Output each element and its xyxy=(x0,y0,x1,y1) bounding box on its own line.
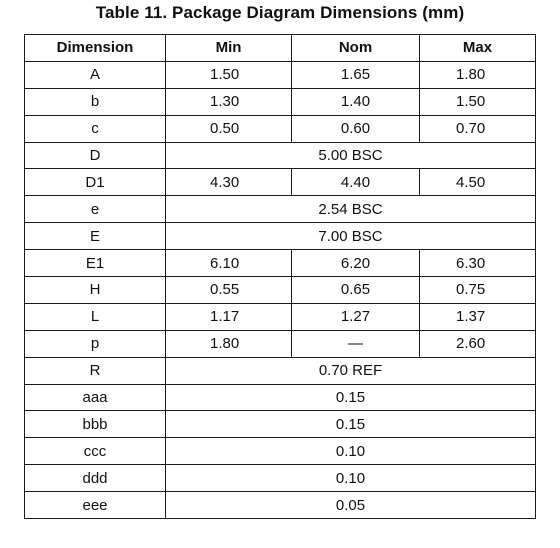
cell-dimension: p xyxy=(25,330,166,357)
cell-span-value: 5.00 BSC xyxy=(166,142,536,169)
cell-max: 4.50 xyxy=(420,169,536,196)
cell-dimension: aaa xyxy=(25,384,166,411)
cell-nom: 4.40 xyxy=(292,169,420,196)
header-dimension: Dimension xyxy=(25,35,166,62)
table-row xyxy=(25,330,536,357)
cell-max: 0.75 xyxy=(420,277,536,304)
cell-min: 1.80 xyxy=(166,330,292,357)
table-row xyxy=(25,223,536,250)
table-row xyxy=(25,465,536,492)
cell-dimension: bbb xyxy=(25,411,166,438)
table-row xyxy=(25,411,536,438)
cell-span-value: 0.05 xyxy=(166,492,536,519)
cell-dimension: eee xyxy=(25,492,166,519)
cell-nom: 1.40 xyxy=(292,88,420,115)
cell-max: 6.30 xyxy=(420,250,536,277)
header-max: Max xyxy=(420,35,536,62)
table-row xyxy=(25,492,536,519)
cell-min: 0.55 xyxy=(166,277,292,304)
cell-dimension: D1 xyxy=(25,169,166,196)
cell-dimension: H xyxy=(25,277,166,304)
dimensions-table xyxy=(24,34,536,519)
cell-min: 6.10 xyxy=(166,250,292,277)
header-min: Min xyxy=(166,35,292,62)
cell-dimension: R xyxy=(25,357,166,384)
table-row xyxy=(25,438,536,465)
cell-min: 1.30 xyxy=(166,88,292,115)
cell-max: 0.70 xyxy=(420,115,536,142)
table-row xyxy=(25,303,536,330)
cell-span-value: 0.10 xyxy=(166,438,536,465)
cell-nom: 6.20 xyxy=(292,250,420,277)
cell-dimension: L xyxy=(25,303,166,330)
cell-span-value: 0.70 REF xyxy=(166,357,536,384)
table-row xyxy=(25,169,536,196)
cell-nom: — xyxy=(292,330,420,357)
cell-dimension: b xyxy=(25,88,166,115)
cell-nom: 0.65 xyxy=(292,277,420,304)
cell-dimension: c xyxy=(25,115,166,142)
cell-span-value: 0.15 xyxy=(166,411,536,438)
cell-span-value: 0.10 xyxy=(166,465,536,492)
header-nom: Nom xyxy=(292,35,420,62)
table-body xyxy=(25,61,536,518)
cell-span-value: 7.00 BSC xyxy=(166,223,536,250)
table-row xyxy=(25,142,536,169)
cell-dimension: ddd xyxy=(25,465,166,492)
cell-span-value: 0.15 xyxy=(166,384,536,411)
cell-span-value: 2.54 BSC xyxy=(166,196,536,223)
table-row xyxy=(25,115,536,142)
cell-dimension: ccc xyxy=(25,438,166,465)
cell-dimension: E1 xyxy=(25,250,166,277)
table-row xyxy=(25,277,536,304)
table-header-row xyxy=(25,35,536,62)
cell-dimension: E xyxy=(25,223,166,250)
cell-max: 1.80 xyxy=(420,61,536,88)
table-title: Table 11. Package Diagram Dimensions (mm) xyxy=(95,3,465,22)
cell-nom: 0.60 xyxy=(292,115,420,142)
cell-dimension: e xyxy=(25,196,166,223)
cell-min: 1.17 xyxy=(166,303,292,330)
cell-dimension: A xyxy=(25,61,166,88)
table-row xyxy=(25,384,536,411)
table-row xyxy=(25,250,536,277)
cell-nom: 1.27 xyxy=(292,303,420,330)
cell-dimension: D xyxy=(25,142,166,169)
table-row xyxy=(25,88,536,115)
cell-nom: 1.65 xyxy=(292,61,420,88)
cell-max: 2.60 xyxy=(420,330,536,357)
cell-max: 1.37 xyxy=(420,303,536,330)
cell-max: 1.50 xyxy=(420,88,536,115)
cell-min: 1.50 xyxy=(166,61,292,88)
table-row xyxy=(25,357,536,384)
cell-min: 0.50 xyxy=(166,115,292,142)
table-row xyxy=(25,196,536,223)
cell-min: 4.30 xyxy=(166,169,292,196)
table-row xyxy=(25,61,536,88)
